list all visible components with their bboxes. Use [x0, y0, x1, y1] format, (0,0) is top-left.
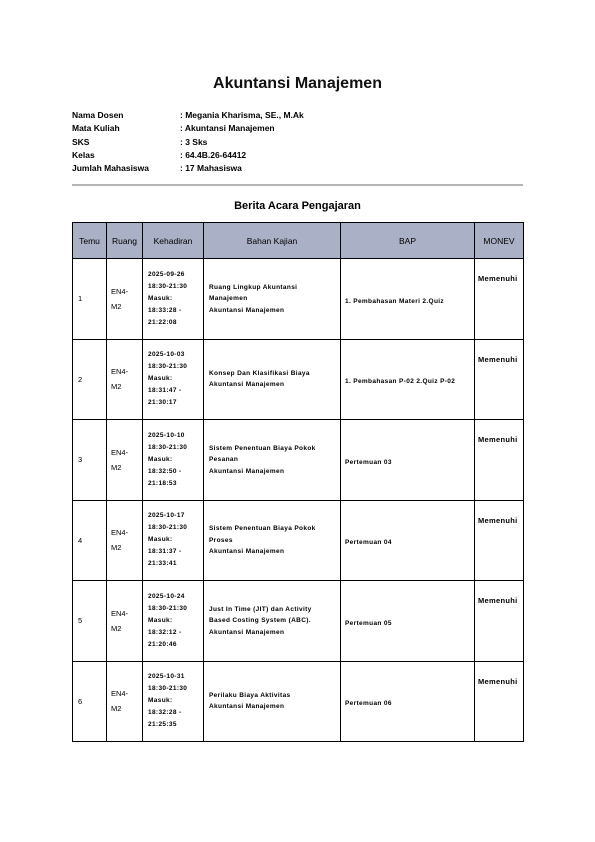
bahan-kajian-block — [209, 523, 327, 558]
bap-value: Pertemuan 03 — [345, 458, 392, 466]
temu-cell — [73, 581, 107, 662]
monev-value: Memenuhi — [478, 274, 518, 283]
kehadiran-cell — [143, 661, 204, 742]
kehadiran-cell — [143, 259, 204, 340]
info-label: Mata Kuliah — [72, 123, 120, 134]
table-row — [73, 420, 524, 501]
table-header-row — [73, 223, 524, 259]
kehadiran-check-in: Masuk: 18:31:47 - 21:30:17 — [148, 375, 182, 407]
temu-value: 2 — [78, 374, 83, 384]
kehadiran-schedule: 18:30-21:30 — [148, 524, 188, 532]
monev-value: Memenuhi — [478, 676, 518, 686]
kehadiran-cell — [143, 581, 204, 662]
table-row — [73, 339, 524, 420]
info-value: : Akuntansi Manajemen — [180, 123, 275, 134]
kehadiran-schedule: 18:30-21:30 — [148, 282, 188, 290]
monev-cell — [475, 339, 524, 420]
bahan-kajian-block — [209, 690, 327, 713]
info-label: Jumlah Mahasiswa — [72, 163, 150, 173]
table-row — [73, 259, 524, 340]
bahan-kajian-course: Akuntansi Manajemen — [209, 548, 285, 555]
teaching-record-table — [72, 222, 524, 742]
monev-cell — [475, 420, 524, 501]
ruang-cell — [107, 259, 143, 340]
kehadiran-block — [148, 349, 203, 409]
table-row — [73, 661, 524, 742]
kehadiran-check-in: Masuk: 18:32:12 - 21:20:46 — [148, 616, 182, 648]
header-temu: Temu — [73, 223, 107, 259]
monev-cell — [475, 500, 524, 581]
ruang-value: EN4-M2 — [111, 367, 129, 392]
kehadiran-schedule: 18:30-21:30 — [148, 604, 188, 612]
header-bahan-kajian: Bahan Kajian — [204, 223, 341, 259]
kehadiran-block — [148, 510, 203, 570]
kehadiran-block — [148, 269, 203, 329]
bahan-kajian-topic: Perilaku Biaya Aktivitas — [209, 691, 291, 699]
bap-cell — [341, 661, 475, 742]
bahan-kajian-course: Akuntansi Manajemen — [209, 306, 285, 314]
temu-value: 5 — [78, 616, 83, 626]
temu-value: 1 — [78, 294, 83, 304]
monev-value: Memenuhi — [478, 515, 518, 525]
bahan-kajian-cell — [204, 581, 341, 662]
bahan-kajian-course: Akuntansi Manajemen — [209, 628, 285, 636]
bahan-kajian-block — [209, 604, 327, 639]
bahan-kajian-block — [209, 282, 327, 317]
kehadiran-schedule: 18:30-21:30 — [148, 685, 188, 693]
kehadiran-check-in: Masuk: 18:32:28 - 21:25:35 — [148, 697, 182, 729]
table-header — [73, 223, 524, 259]
info-value: : 64.4B.26-64412 — [180, 149, 247, 160]
temu-cell — [73, 259, 107, 340]
table-row — [73, 581, 524, 662]
course-info — [72, 109, 304, 175]
bahan-kajian-block — [209, 443, 327, 478]
section-title: Berita Acara Pengajaran — [234, 200, 361, 212]
bap-cell — [341, 581, 475, 662]
bahan-kajian-course: Akuntansi Manajemen — [209, 467, 285, 475]
bahan-kajian-topic: Ruang Lingkup Akuntansi Manajemen — [209, 283, 298, 302]
monev-cell — [475, 581, 524, 662]
bahan-kajian-topic: Just In Time (JIT) dan Activity Based Costing System (ABC). — [209, 605, 312, 624]
header-bap: BAP — [341, 223, 475, 259]
ruang-value: EN4-M2 — [111, 447, 129, 472]
bap-value: Pertemuan 06 — [345, 700, 392, 708]
kehadiran-check-in: Masuk: 18:33:28 - 21:22:08 — [148, 294, 182, 326]
temu-cell — [73, 661, 107, 742]
ruang-value: EN4-M2 — [111, 689, 129, 714]
kehadiran-check-in: Masuk: 18:31:37 - 21:33:41 — [148, 536, 182, 568]
ruang-cell — [107, 420, 143, 501]
bap-cell — [341, 500, 475, 581]
monev-value: Memenuhi — [478, 435, 518, 444]
bap-cell — [341, 420, 475, 501]
info-label: Kelas — [72, 149, 95, 160]
monev-value: Memenuhi — [478, 596, 518, 605]
bahan-kajian-block — [209, 368, 327, 391]
bahan-kajian-course: Akuntansi Manajemen — [209, 381, 285, 389]
kehadiran-date: 2025-10-10 — [148, 431, 185, 439]
temu-value: 3 — [78, 455, 83, 465]
info-row-nama-dosen — [72, 109, 304, 122]
kehadiran-date: 2025-10-31 — [148, 673, 185, 681]
bahan-kajian-topic: Sistem Penentuan Biaya Pokok Proses — [209, 525, 316, 544]
bap-value: 1. Pembahasan P-02 2.Quiz P-02 — [345, 378, 456, 386]
header-ruang: Ruang — [107, 223, 143, 259]
temu-value: 4 — [78, 535, 83, 545]
bahan-kajian-course: Akuntansi Manajemen — [209, 703, 285, 711]
ruang-cell — [107, 339, 143, 420]
header-kehadiran: Kehadiran — [143, 223, 204, 259]
ruang-cell — [107, 661, 143, 742]
ruang-cell — [107, 581, 143, 662]
bahan-kajian-cell — [204, 259, 341, 340]
info-row-mata-kuliah — [72, 122, 304, 135]
info-value: : Megania Kharisma, SE., M.Ak — [180, 110, 304, 120]
bahan-kajian-cell — [204, 500, 341, 581]
info-row-jumlah-mahasiswa — [72, 162, 304, 175]
table-body — [73, 259, 524, 742]
ruang-cell — [107, 500, 143, 581]
info-label: Nama Dosen — [72, 110, 124, 120]
info-label: SKS — [72, 136, 90, 147]
kehadiran-schedule: 18:30-21:30 — [148, 443, 188, 451]
kehadiran-check-in: Masuk: 18:32:50 - 21:18:53 — [148, 455, 182, 487]
kehadiran-block — [148, 591, 203, 651]
temu-cell — [73, 500, 107, 581]
bap-value: Pertemuan 05 — [345, 619, 392, 627]
temu-cell — [73, 420, 107, 501]
monev-cell — [475, 661, 524, 742]
table-row — [73, 500, 524, 581]
section-divider — [72, 184, 523, 186]
bahan-kajian-topic: Sistem Penentuan Biaya Pokok Pesanan — [209, 444, 316, 463]
kehadiran-cell — [143, 500, 204, 581]
ruang-value: EN4-M2 — [111, 528, 129, 553]
kehadiran-date: 2025-10-03 — [148, 351, 185, 359]
bahan-kajian-cell — [204, 339, 341, 420]
monev-value: Memenuhi — [478, 354, 518, 364]
info-row-sks — [72, 136, 304, 149]
kehadiran-date: 2025-09-26 — [148, 270, 185, 278]
bap-value: Pertemuan 04 — [345, 539, 392, 547]
info-value: : 3 Sks — [180, 136, 208, 147]
bap-cell — [341, 259, 475, 340]
bahan-kajian-cell — [204, 661, 341, 742]
temu-value: 6 — [78, 696, 83, 706]
kehadiran-date: 2025-10-24 — [148, 592, 185, 600]
info-row-kelas — [72, 149, 304, 162]
temu-cell — [73, 339, 107, 420]
kehadiran-cell — [143, 339, 204, 420]
ruang-value: EN4-M2 — [111, 286, 129, 311]
kehadiran-block — [148, 671, 203, 731]
header-monev: MONEV — [475, 223, 524, 259]
ruang-value: EN4-M2 — [111, 608, 129, 633]
monev-cell — [475, 259, 524, 340]
bahan-kajian-topic: Konsep Dan Klasifikasi Biaya — [209, 369, 310, 377]
kehadiran-cell — [143, 420, 204, 501]
bap-cell — [341, 339, 475, 420]
page-title: Akuntansi Manajemen — [213, 75, 382, 92]
kehadiran-schedule: 18:30-21:30 — [148, 363, 188, 371]
kehadiran-block — [148, 430, 203, 490]
kehadiran-date: 2025-10-17 — [148, 512, 185, 520]
bahan-kajian-cell — [204, 420, 341, 501]
bap-value: 1. Pembahasan Materi 2.Quiz — [345, 297, 445, 305]
info-value: : 17 Mahasiswa — [180, 163, 242, 173]
